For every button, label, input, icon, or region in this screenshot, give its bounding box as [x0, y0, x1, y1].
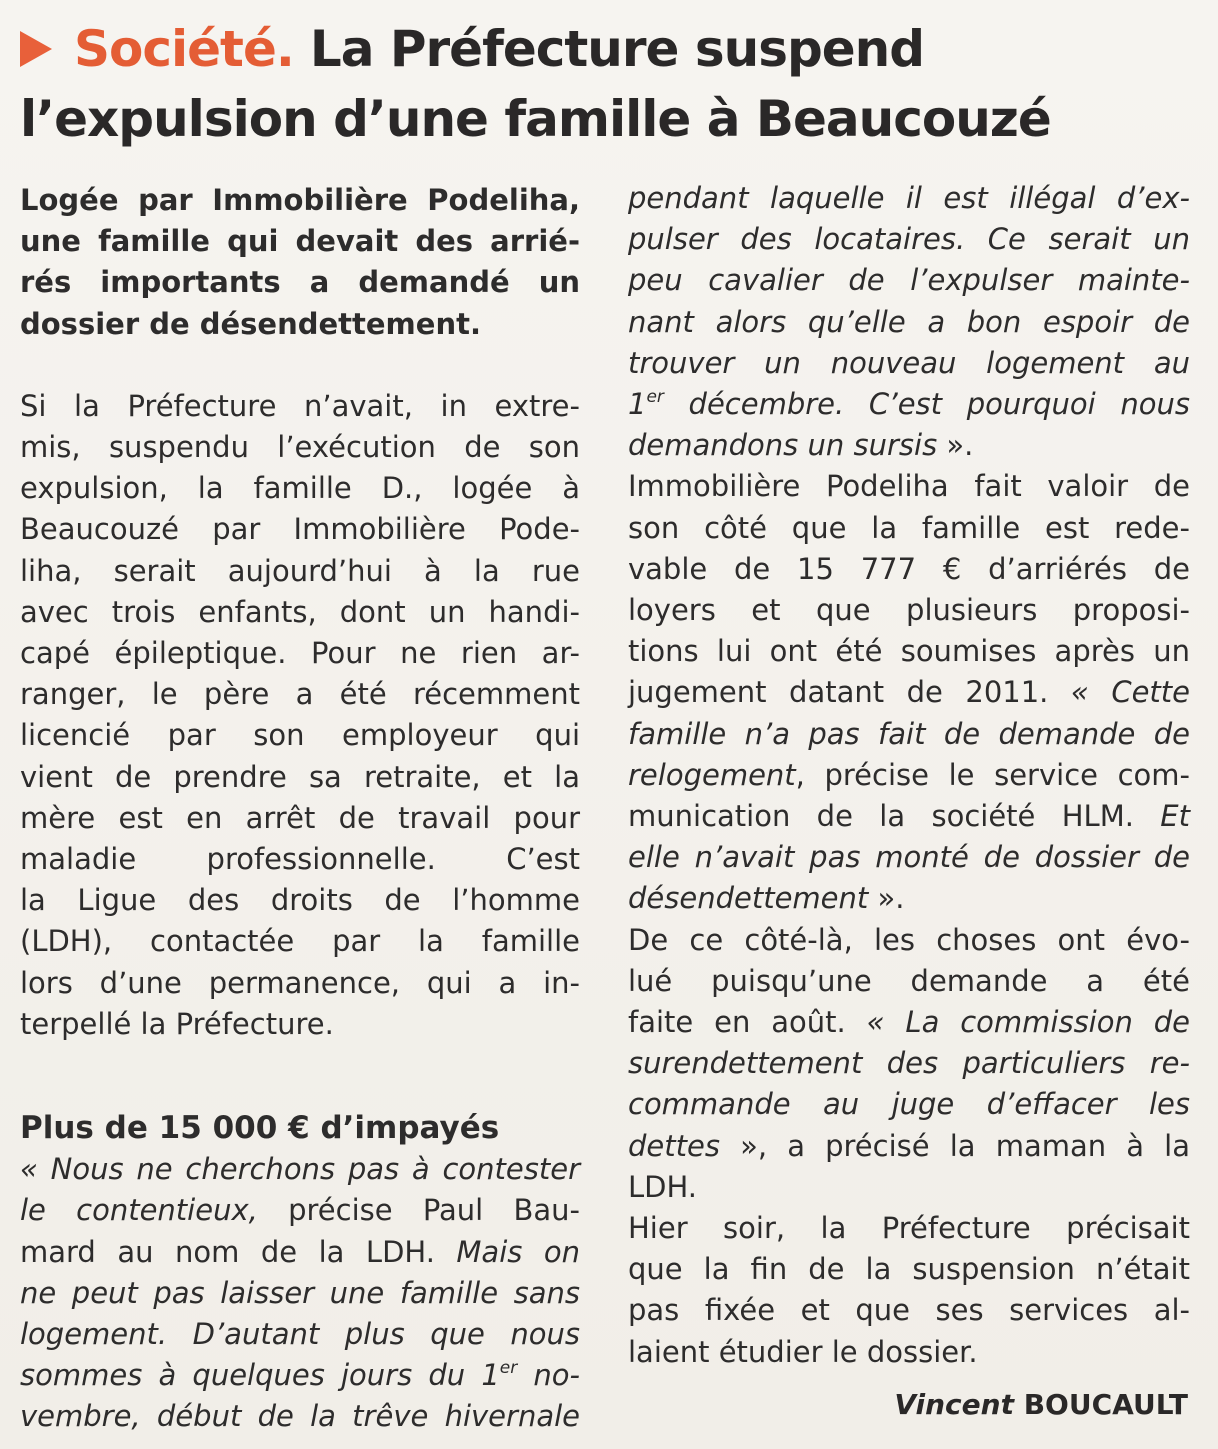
body-paragraph-3	[628, 466, 1190, 919]
quote-continuation	[628, 178, 1190, 466]
quote-fragment: demandons un sursis	[628, 428, 938, 463]
quote-line: pendant laquelle il est illégal d’ex-	[628, 181, 1190, 215]
quote-line: nant alors qu’elle a bon espoir de	[628, 304, 1190, 339]
quote-fragment: le contentieux,	[20, 1193, 258, 1228]
headline-line-1	[20, 14, 1200, 84]
body-line: Immobilière Podeliha fait valoir de	[628, 469, 1190, 504]
body-fragment: , précise le service com-	[795, 757, 1190, 792]
body-fragment: faite en août.	[628, 1005, 867, 1040]
right-column	[628, 178, 1190, 1373]
body-paragraph-5	[628, 1208, 1190, 1373]
body-line: Hier soir, la Préfecture précisait	[628, 1211, 1190, 1246]
quote-line: surendettement des particuliers re-	[628, 1046, 1190, 1081]
headline	[20, 14, 1200, 154]
body-line: son côté que la famille est rede-	[628, 510, 1190, 545]
quote-fragment: désendettement	[628, 881, 869, 916]
body-line: mis, suspendu l’exécution de son	[20, 430, 580, 465]
body-line: avec trois enfants, dont un handi-	[20, 594, 580, 629]
body-line: terpellé la Préfecture.	[20, 1006, 334, 1041]
ordinal-superscript: er	[499, 1358, 518, 1379]
quote-fragment: Et	[1160, 799, 1190, 834]
lead-paragraph	[20, 180, 580, 345]
quote-fragment: Mais on	[456, 1234, 580, 1269]
rubric-label: Société.	[74, 20, 294, 78]
body-line: la Ligue des droits de l’homme	[20, 883, 580, 918]
body-fragment: ».	[868, 881, 905, 916]
quote-line	[628, 384, 1190, 425]
quote-line	[628, 878, 1190, 919]
body-line: mère est en arrêt de travail pour	[20, 800, 580, 835]
quote-fragment: relogement	[628, 757, 796, 792]
body-line	[628, 796, 1190, 837]
body-line: lué puisqu’une demande a été	[628, 963, 1190, 998]
body-line	[628, 1126, 1190, 1167]
quote-fragment: no-	[517, 1358, 580, 1393]
body-line: (LDH), contactée par la famille	[20, 924, 580, 959]
subheading-text: Plus de 15 000 € d’impayés	[20, 1110, 500, 1147]
quote-fragment: « La commission de	[866, 1005, 1191, 1040]
lead-line: dossier de désendettement.	[20, 306, 481, 341]
body-line: expulsion, la famille D., logée à	[20, 471, 580, 506]
quote-line: « Nous ne cherchons pas à contester	[20, 1152, 580, 1187]
body-line: capé épileptique. Pour ne rien ar-	[20, 636, 580, 671]
body-line: ranger, le père a été récemment	[20, 677, 580, 712]
quote-line: trouver un nouveau logement au	[628, 345, 1190, 380]
triangle-bullet-icon	[20, 31, 52, 67]
lead-line: Logée par Immobilière Podeliha,	[20, 183, 580, 217]
body-line: liha, serait aujourd’hui à la rue	[20, 553, 580, 588]
body-line: lors d’une permanence, qui a in-	[20, 965, 580, 1000]
quote-fragment: sommes à quelques jours du 1	[20, 1358, 500, 1393]
quote-line: ne peut pas laisser une famille sans	[20, 1275, 580, 1310]
quote-fragment: « Cette	[1070, 675, 1191, 710]
headline-title-part-1: La Préfecture suspend	[309, 20, 925, 78]
quote-fragment: décembre. C’est pourquoi nous	[663, 387, 1190, 422]
body-line: maladie professionnelle. C’est	[20, 842, 580, 877]
body-paragraph-4	[628, 920, 1190, 1208]
body-paragraph-1	[20, 386, 580, 1045]
body-line: vable de 15 777 € d’arriérés de	[628, 551, 1190, 586]
body-fragment: munication de la société HLM.	[628, 799, 1161, 834]
quote-line: vembre, début de la trêve hivernale	[20, 1399, 580, 1434]
left-column	[20, 180, 580, 1438]
body-line: Si la Préfecture n’avait, in extre-	[20, 388, 580, 423]
body-line	[628, 672, 1190, 713]
body-fragment: précise Paul Bau-	[257, 1193, 580, 1228]
quote-line: famille n’a pas fait de demande de	[628, 716, 1190, 751]
quote-line	[20, 1355, 580, 1396]
subheading	[20, 1108, 580, 1149]
quote-fragment: 1	[628, 387, 647, 422]
body-line	[628, 1002, 1190, 1043]
body-paragraph-2	[20, 1149, 580, 1437]
body-fragment: mard au nom de la LDH.	[20, 1234, 457, 1269]
author-last-name: BOUCAULT	[1023, 1388, 1188, 1421]
quote-line: logement. D’autant plus que nous	[20, 1317, 580, 1352]
quote-line: pulser des locataires. Ce serait un	[628, 222, 1190, 257]
body-line: licencié par son employeur qui	[20, 718, 580, 753]
body-line	[628, 755, 1190, 796]
body-line: laient étudier le dossier.	[628, 1334, 978, 1369]
quote-fragment: dettes	[628, 1128, 720, 1163]
body-line: De ce côté-là, les choses ont évo-	[628, 922, 1190, 957]
body-line: tions lui ont été soumises après un	[628, 634, 1190, 669]
ordinal-superscript: er	[646, 387, 664, 408]
quote-line	[628, 425, 1190, 466]
body-line	[20, 1232, 580, 1273]
body-line: LDH.	[628, 1169, 698, 1204]
quote-line: commande au juge d’effacer les	[628, 1087, 1190, 1122]
body-line	[20, 1190, 580, 1231]
body-line: Beaucouzé par Immobilière Pode-	[20, 512, 580, 547]
body-fragment: ».	[937, 428, 974, 463]
lead-line: rés importants a demandé un	[20, 265, 580, 300]
body-line: loyers et que plusieurs proposi-	[628, 593, 1190, 628]
lead-line: une famille qui devait des arrié-	[20, 224, 580, 259]
body-line: que la fin de la suspension n’était	[628, 1252, 1190, 1287]
author-first-name: Vincent	[894, 1388, 1014, 1421]
quote-line: peu cavalier de l’expulser mainte-	[628, 263, 1190, 298]
body-fragment: », a précisé la maman à la	[719, 1128, 1190, 1163]
author-signature	[894, 1388, 1188, 1421]
quote-line: elle n’avait pas monté de dossier de	[628, 840, 1190, 875]
headline-line-2: l’expulsion d’une famille à Beaucouzé	[20, 90, 1051, 148]
body-line: pas fixée et que ses services al-	[628, 1293, 1190, 1328]
body-line: vient de prendre sa retraite, et la	[20, 759, 580, 794]
body-fragment: jugement datant de 2011.	[628, 675, 1071, 710]
